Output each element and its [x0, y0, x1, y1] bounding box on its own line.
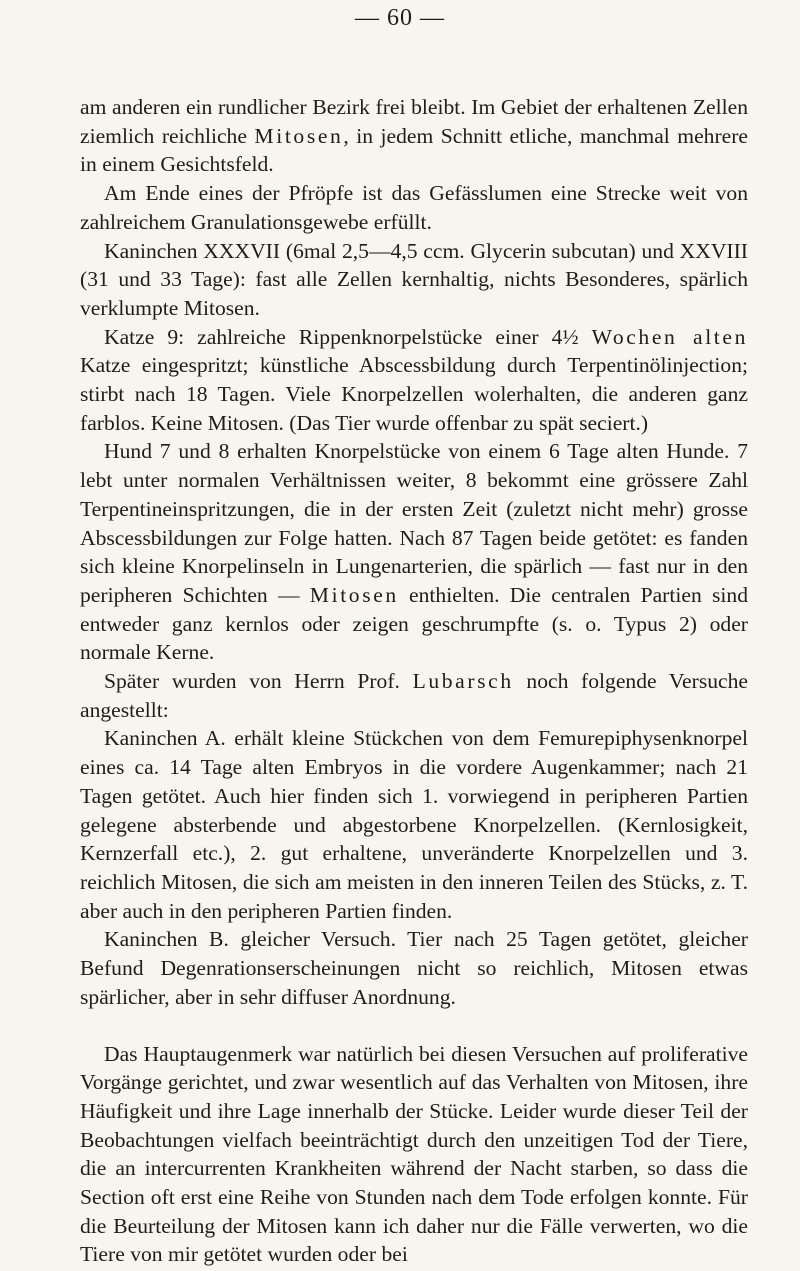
paragraph — [80, 925, 748, 1011]
page-number: — 60 — — [355, 5, 445, 31]
paragraph — [80, 323, 748, 438]
text-run: Katze eingespritzt; künstliche Abscessbildung durch Terpentinölinjection; stirbt nach 18 Tagen. Viele Knorpelzellen wolerhalten, die anderen ganz farblos. Keine Mitosen. (Das Tier wurde offenbar zu spät seciert.) — [80, 353, 748, 435]
text-run: enthielten. Die centralen Partien sind entweder ganz kernlos oder zeigen geschrumpfte (s. o. Typus 2) oder normale Kerne. — [80, 582, 748, 665]
paragraph — [80, 93, 748, 179]
spaced-term: Mitosen — [309, 582, 399, 607]
spaced-term: Wochen alten — [591, 324, 748, 349]
spaced-term: Lubarsch — [412, 669, 514, 694]
text-run: Später wurden von Herrn Prof. — [104, 669, 413, 694]
paragraph — [80, 1040, 748, 1270]
text-run: Kaninchen A. erhält kleine Stückchen von dem Femurepiphysenknorpel eines ca. 14 Tage alten Embryos in die vordere Augenkammer; nach 21 Tagen getötet. Auch hier finden sich 1. vorwiegend in peripheren Partien gelegene absterbende und abgestorbene Knorpelzellen. (Kernlosigkeit, Kernzerfall etc.), 2. gut erhaltene, unveränderte Knorpelzellen und 3. reichlich Mitosen, die sich am meisten in den inneren Teilen des Stücks, z. T. aber auch in den peripheren Partien finden. — [80, 726, 748, 923]
text-run: Das Hauptaugenmerk war natürlich bei diesen Versuchen auf proliferative Vorgänge gerichtet, und zwar wesentlich auf das Verhalten von Mitosen, ihre Häufigkeit und ihre Lage innerhalb der Stücke. Leider wurde dieser Teil der Beobachtungen vielfach beeinträchtigt durch den unzeitigen Tod der Tiere, die an intercurrenten Krankheiten während der Nacht starben, so dass die Section oft erst eine Reihe von Stunden nach dem Tode erfolgen konnte. Für die Beurteilung der Mitosen kann ich daher nur die Fälle verwerten, wo die Tiere von mir getötet wurden oder bei — [80, 1041, 748, 1267]
text-run: Kaninchen XXXVII (6mal 2,5—4,5 ccm. Glycerin subcutan) und XXVIII (31 und 33 Tage): fast alle Zellen kernhaltig, nichts Besonderes, spärlich verklumpte Mitosen. — [80, 238, 748, 320]
text-run: Hund 7 und 8 erhalten Knorpelstücke von einem 6 Tage alten Hunde. 7 lebt unter normalen Verhältnissen weiter, 8 bekommt eine grössere Zahl Terpentineinspritzungen, die in der ersten Zeit (zuletzt nicht mehr) grosse Abscessbildungen zur Folge hatten. Nach 87 Tagen beide getötet: es fanden sich kleine Knorpelinseln in Lungenarterien, die spärlich — fast nur in den peripheren Schichten — — [80, 439, 748, 607]
paragraph — [80, 724, 748, 925]
paragraph — [80, 667, 748, 724]
text-run: , in jedem Schnitt etliche, manchmal mehrere in einem Gesichtsfeld. — [80, 123, 748, 177]
text-run: am anderen ein rundlicher Bezirk frei bleibt. Im Gebiet der erhaltenen Zellen ziemlich reichliche — [80, 95, 748, 148]
text-run: noch folgende Versuche angestellt: — [80, 669, 748, 722]
paragraph — [80, 179, 748, 236]
paragraph — [80, 237, 748, 323]
text-run: Am Ende eines der Pfröpfe ist das Gefässlumen eine Strecke weit von zahlreichem Granulationsgewebe erfüllt. — [80, 181, 748, 234]
body-text — [80, 93, 748, 1269]
spaced-term: Mitosen — [254, 123, 344, 148]
text-run: Katze 9: zahlreiche Rippenknorpelstücke einer 4½ — [104, 324, 592, 349]
text-run: Kaninchen B. gleicher Versuch. Tier nach 25 Tagen getötet, gleicher Befund Degenrationserscheinungen nicht so reichlich, Mitosen etwas spärlicher, aber in sehr diffuser Anordnung. — [80, 927, 748, 1009]
paragraph — [80, 437, 748, 667]
